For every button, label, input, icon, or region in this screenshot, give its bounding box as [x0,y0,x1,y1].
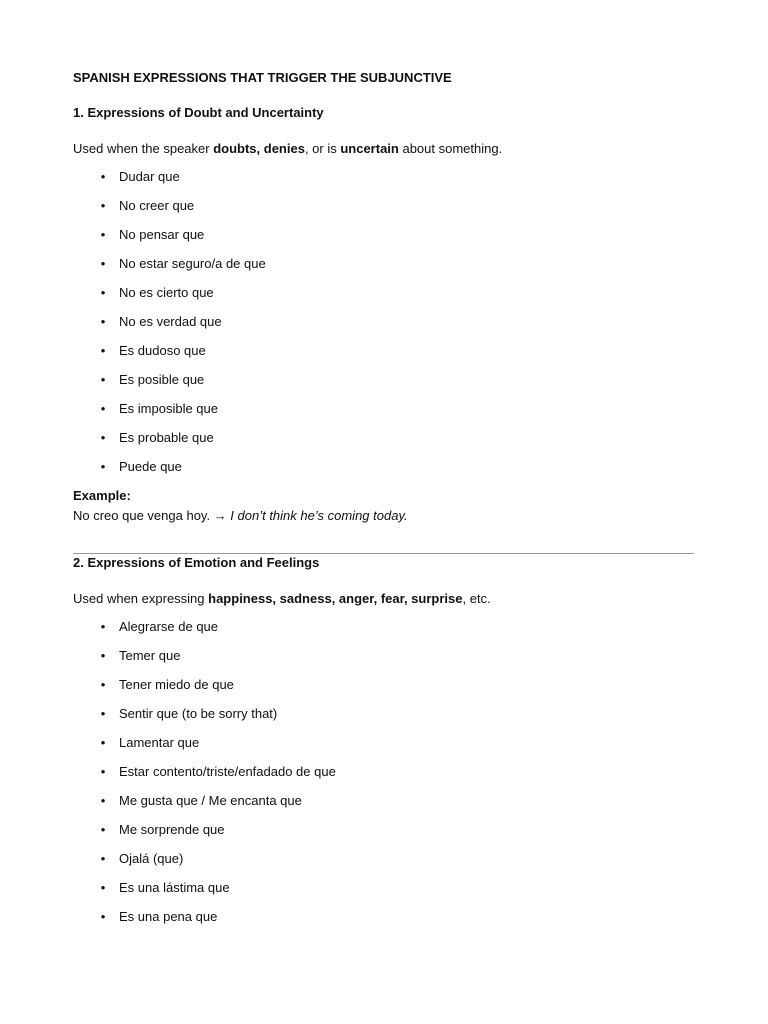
bullet-icon: • [100,909,106,924]
section1-intro-emphasis: uncertain [340,141,399,156]
list-item-text: Es una lástima que [119,880,230,895]
list-item-text: No es verdad que [119,314,222,329]
bullet-icon: • [100,793,106,808]
bullet-icon: • [100,343,106,358]
list-item-text: Es dudoso que [119,343,206,358]
list-item-text: Es una pena que [119,909,218,924]
list-item-text: Es imposible que [119,401,218,416]
list-item-text: Lamentar que [119,735,200,750]
example-label: Example: [73,488,131,503]
list-item-text: Alegrarse de que [119,619,219,634]
bullet-icon: • [100,851,106,866]
example-english: I don’t think he’s coming today. [230,508,408,523]
bullet-icon: • [100,169,106,184]
bullet-icon: • [100,735,106,750]
bullet-icon: • [100,430,106,445]
bullet-icon: • [100,285,106,300]
list-item-text: Es probable que [119,430,214,445]
section1-heading: 1. Expressions of Doubt and Uncertainty [73,105,324,120]
section2-intro [73,591,491,607]
section1-intro [73,141,502,157]
list-item-text: Temer que [119,648,181,663]
bullet-icon: • [100,256,106,271]
list-item-text: Es posible que [119,372,205,387]
bullet-icon: • [100,880,106,895]
bullet-icon: • [100,198,106,213]
section2-heading: 2. Expressions of Emotion and Feelings [73,555,320,570]
list-item-text: Estar contento/triste/enfadado de que [119,764,336,779]
list-item-text: No pensar que [119,227,205,242]
bullet-icon: • [100,372,106,387]
list-item-text: Me gusta que / Me encanta que [119,793,302,808]
document-title: SPANISH EXPRESSIONS THAT TRIGGER THE SUBJUNCTIVE [73,70,452,85]
section-divider [73,553,694,554]
bullet-icon: • [100,706,106,721]
bullet-icon: • [100,619,106,634]
list-item-text: Dudar que [119,169,180,184]
bullet-icon: • [100,677,106,692]
list-item-text: No estar seguro/a de que [119,256,266,271]
list-item-text: Tener miedo de que [119,677,234,692]
list-item-text: Ojalá (que) [119,851,184,866]
example-spanish: No creo que venga hoy. → [73,508,231,523]
section1-intro-text: , or is [304,141,341,156]
section1-intro-text: about something. [398,141,503,156]
section1-intro-emphasis: doubts, denies [213,141,305,156]
list-item-text: Me sorprende que [119,822,225,837]
bullet-icon: • [100,648,106,663]
bullet-icon: • [100,764,106,779]
list-item-text: Sentir que (to be sorry that) [119,706,278,721]
bullet-icon: • [100,459,106,474]
section1-intro-text: Used when the speaker [73,141,214,156]
section2-intro-text: Used when expressing [73,591,209,606]
list-item-text: No creer que [119,198,195,213]
bullet-icon: • [100,401,106,416]
list-item-text: No es cierto que [119,285,214,300]
bullet-icon: • [100,227,106,242]
bullet-icon: • [100,314,106,329]
section2-intro-text: , etc. [462,591,491,606]
bullet-icon: • [100,822,106,837]
list-item-text: Puede que [119,459,182,474]
section2-intro-emphasis: happiness, sadness, anger, fear, surprise [208,591,463,606]
example-sentence [73,508,408,524]
